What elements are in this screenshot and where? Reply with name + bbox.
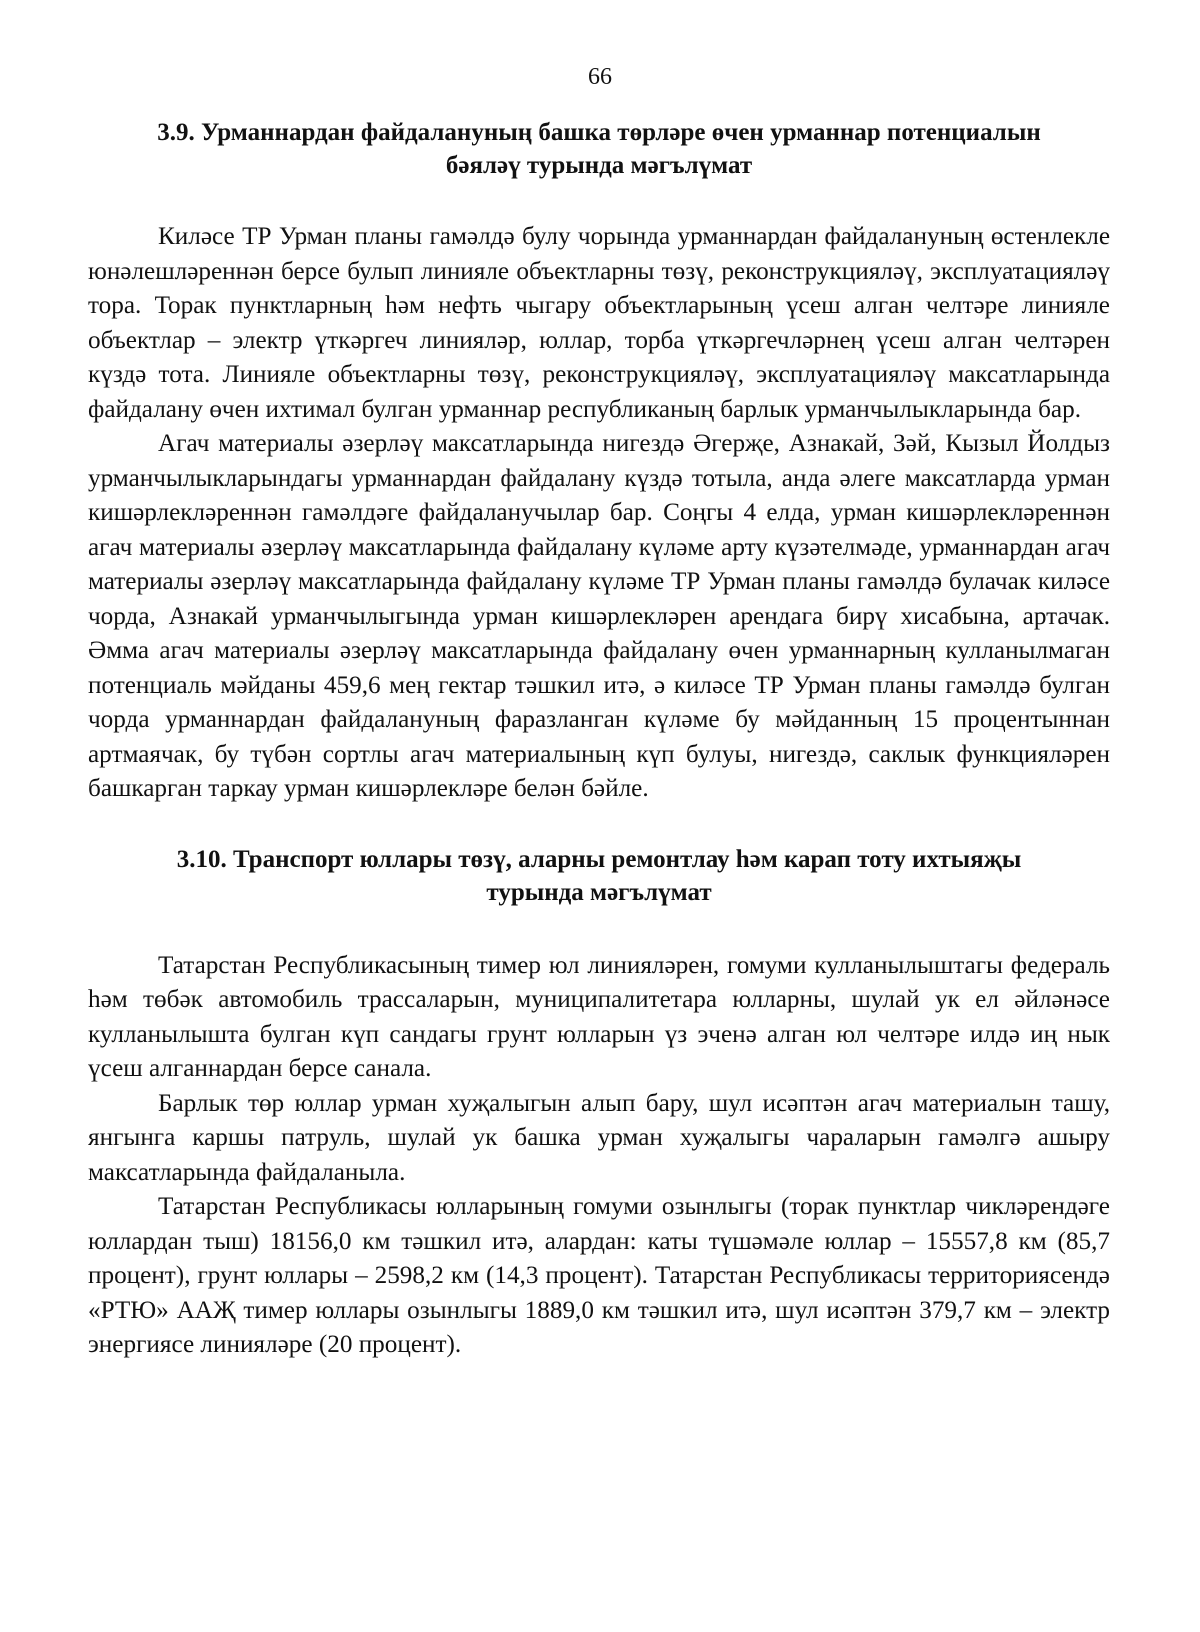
paragraph: Барлык төр юллар урман хуҗалыгын алып бару, шул исәптән агач материалын ташу, янгынга каршы патруль, шулай ук башка урман хуҗалыгы чараларын гамәлгә ашыру максатларында файдаланыла. <box>88 1089 1110 1186</box>
section-heading-3-10 <box>88 843 1110 909</box>
paragraph: Агач материалы әзерләү максатларында нигездә Әгерҗе, Азнакай, Зәй, Кызыл Йолдыз урманчылыкларындагы урманнардан файдалану күздә тотыла, анда әлеге максатларда урман кишәрлекләреннән гамәлдәге файдаланучылар бар. Соңгы 4 елда, урман кишәрлекләреннән агач материалы әзерләү максатларында файдалану күләме арту күзәтелмәде, урманнардан агач материалы әзерләү максатларында файдалану күләме ТР Урман планы гамәлдә булачак киләсе чорда, Азнакай урманчылыгында урман кишәрлекләрен арендага бирү хисабына, артачак. Әмма агач материалы әзерләү максатларында файдалану өчен урманнарның кулланылмаган потенциаль мәйданы 459,6 мең гектар тәшкил итә, ә киләсе ТР Урман планы гамәлдә булган чорда урманнардан файдалануның фаразланган күләме бу мәйданның 15 процентыннан артмаячак, бу түбән сортлы агач материалының күп булуы, нигездә, саклык функцияләрен башкарган таркау урман кишәрлекләре белән бәйле. <box>88 430 1110 802</box>
section-heading-3-9 <box>88 116 1110 182</box>
heading-line: бәяләү турында мәгълүмат <box>445 152 753 179</box>
paragraph: Татарстан Республикасы юлларының гомуми озынлыгы (торак пунктлар чикләрендәге юллардан тыш) 18156,0 км тәшкил итә, алардан: каты түшәмәле юллар – 15557,8 км (85,7 процент), грунт юллары – 2598,2 км (14,3 процент). Татарстан Республикасы территориясендә «РТЮ» ААҖ тимер юллары озынлыгы 1889,0 км тәшкил итә, шул исәптән 379,7 км – электр энергиясе линияләре (20 процент). <box>88 1193 1110 1358</box>
page-content <box>88 116 1110 1363</box>
heading-line: 3.9. Урманнардан файдалануның башка төрләре өчен урманнар потенциалын <box>157 119 1041 146</box>
section-body-3-9 <box>88 220 1110 807</box>
section-body-3-10 <box>88 949 1110 1363</box>
paragraph: Татарстан Республикасының тимер юл линияләрен, гомуми кулланылыштагы федераль һәм төбәк автомобиль трассаларын, муниципалитетара юлларны, шулай ук ел әйләнәсе кулланылышта булган күп сандагы грунт юлларын үз эченә алган юл челтәре илдә иң нык үсеш алганнардан берсе санала. <box>88 951 1110 1082</box>
heading-line: 3.10. Транспорт юллары төзү, аларны ремонтлау һәм карап тоту ихтыяҗы <box>176 845 1022 873</box>
page-number: 66 <box>588 64 612 90</box>
heading-line: турында мәгълүмат <box>486 878 712 906</box>
paragraph: Киләсе ТР Урман планы гамәлдә булу чорында урманнардан файдалануның өстенлекле юнәлешләреннән берсе булып линияле объектларны төзү, реконструкцияләү, эксплуатацияләү тора. Торак пунктларның һәм нефть чыгару объектларының үсеш алган челтәре линияле объектлар – электр үткәргеч линияләр, юллар, торба үткәргечләрнең үсеш алган челтәрен күздә тота. Линияле объектларны төзү, реконструкцияләү, эксплуатацияләү максатларында файдалану өчен ихтимал булган урманнар республиканың барлык урманчылыкларында бар. <box>88 223 1110 423</box>
